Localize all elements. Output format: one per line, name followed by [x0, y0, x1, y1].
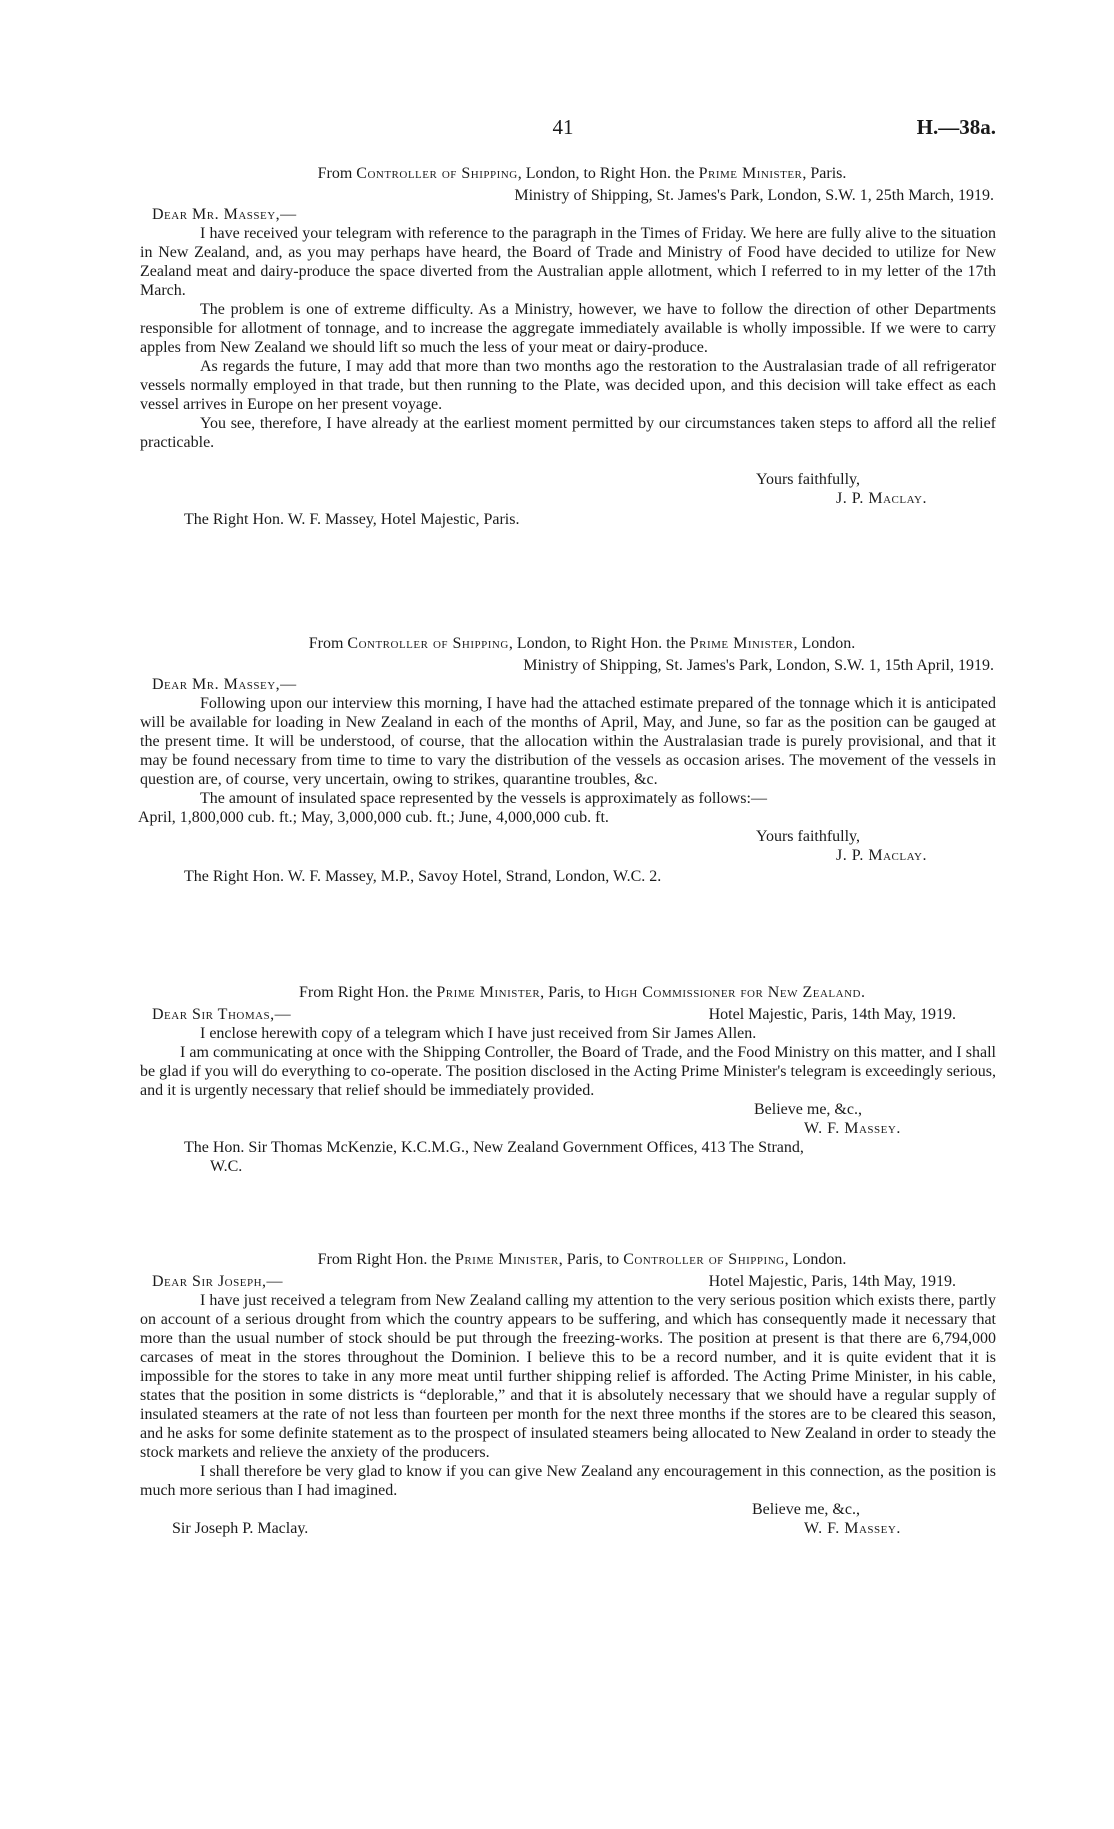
address-date: Ministry of Shipping, St. James's Park, London, S.W. 1, 15th April, 1919.: [523, 657, 994, 674]
heading-recipient: Controller of Shipping: [623, 1251, 785, 1268]
heading-text: From: [317, 165, 357, 182]
heading-text: From: [308, 635, 348, 652]
paragraph: I enclose herewith copy of a telegram which I have just received from Sir James Allen.: [200, 1025, 757, 1042]
signature: W. F. Massey.: [804, 1520, 901, 1537]
salutation-row: [138, 1005, 996, 1024]
heading-text: , London, to Right Hon. the: [508, 635, 690, 652]
salutation-row: [138, 1272, 996, 1291]
heading-text: , Paris.: [802, 165, 847, 182]
document-reference: H.—38a.: [916, 115, 996, 139]
addressee: The Right Hon. W. F. Massey, Hotel Majestic, Paris.: [184, 511, 520, 528]
address-date: Hotel Majestic, Paris, 14th May, 1919.: [708, 1006, 956, 1023]
closing: Yours faithfully,: [756, 471, 861, 488]
addressee: Sir Joseph P. Maclay.: [172, 1520, 309, 1537]
heading-recipient: Prime Minister: [698, 165, 803, 182]
heading-recipient: High Commissioner for New Zealand: [604, 984, 861, 1001]
heading-text: , London.: [784, 1251, 847, 1268]
salutation: Dear Sir Thomas,—: [152, 1006, 292, 1023]
closing: Believe me, &c.,: [754, 1101, 862, 1118]
heading-sender: Prime Minister: [454, 1251, 559, 1268]
space-figures: April, 1,800,000 cub. ft.; May, 3,000,000 cub. ft.; June, 4,000,000 cub. ft.: [138, 809, 609, 826]
heading-text: , London.: [793, 635, 856, 652]
page-header: [130, 115, 996, 144]
addressee: The Right Hon. W. F. Massey, M.P., Savoy Hotel, Strand, London, W.C. 2.: [184, 868, 662, 885]
addressee-line: W.C.: [210, 1158, 243, 1175]
address-date: Hotel Majestic, Paris, 14th May, 1919.: [708, 1273, 956, 1290]
heading-text: , Paris, to: [540, 984, 605, 1001]
heading-recipient: Prime Minister: [689, 635, 794, 652]
address-date: Ministry of Shipping, St. James's Park, London, S.W. 1, 25th March, 1919.: [514, 187, 994, 204]
letter-2: [138, 634, 996, 886]
paragraph: I shall therefore be very glad to know if you can give New Zealand any encouragement in this connection, as the position is much more serious than I had imagined.: [140, 1463, 996, 1499]
page-number: 41: [552, 115, 574, 139]
paragraph: Following upon our interview this morning, I have had the attached estimate prepared of the tonnage which it is anticipated will be available for loading in New Zealand in each of the months of April, May, and June, so far as the position can be gauged at the present time. It will be understood, of course, that the allocation within the Australasian trade is purely provisional, and that it may be found necessary from time to time to vary the distribution of the vessels as occasion arises. The movement of the vessels in question are, of course, very uncertain, owing to strikes, quarantine troubles, &c.: [140, 695, 996, 788]
heading-text: From Right Hon. the: [317, 1251, 455, 1268]
letter-3: [138, 983, 996, 1176]
paragraph: You see, therefore, I have already at the earliest moment permitted by our circumstances taken steps to afford all the relief practicable.: [140, 415, 996, 451]
salutation: Dear Mr. Massey,—: [152, 676, 297, 693]
closing: Yours faithfully,: [756, 828, 861, 845]
heading-sender: Controller of Shipping: [347, 635, 509, 652]
paragraph: I have just received a telegram from New Zealand calling my attention to the very serious position which exists there, partly on account of a serious drought from which the country appears to be suffering, and which has consequently made it necessary that more than the usual number of stock should be put through the freezing-works. The position at present is that there are 6,794,000 carcases of meat in the stores throughout the Dominion. I believe this to be a record number, and it is quite evident that it is impossible for the stores to take in any more meat until further shipping relief is afforded. The Acting Prime Minister, in his cable, states that the position in some districts is “deplorable,” and that it is absolutely necessary that we should have a regular supply of insulated steamers at the rate of not less than fourteen per month for the next three months if the stores are to be cleared this season, and he asks for some definite statement as to the prospect of insulated steamers being allocated to New Zealand in order to steady the stock markets and relieve the anxiety of the producers.: [140, 1292, 996, 1461]
letter-1: [138, 164, 996, 529]
addressee: [138, 1138, 996, 1176]
signature: W. F. Massey.: [804, 1120, 901, 1137]
letter-heading: [138, 634, 996, 653]
paragraph: The problem is one of extreme difficulty. As a Ministry, however, we have to follow the direction of other Departments responsible for allotment of tonnage, and to increase the aggregate immediately available is wholly impossible. If we were to carry apples from New Zealand we should lift so much the less of your meat or dairy-produce.: [140, 301, 996, 356]
letter-heading: [138, 1250, 996, 1269]
heading-text: .: [860, 984, 865, 1001]
signature: J. P. Maclay.: [836, 490, 927, 507]
heading-text: , Paris, to: [558, 1251, 624, 1268]
heading-text: From Right Hon. the: [299, 984, 437, 1001]
letter-heading: [138, 983, 996, 1002]
heading-text: , London, to Right Hon. the: [517, 165, 699, 182]
addressee-line: The Hon. Sir Thomas McKenzie, K.C.M.G., New Zealand Government Offices, 413 The Strand,: [184, 1139, 804, 1156]
letter-heading: [138, 164, 996, 183]
heading-sender: Controller of Shipping: [356, 165, 518, 182]
signature: J. P. Maclay.: [836, 847, 927, 864]
paragraph: I am communicating at once with the Shipping Controller, the Board of Trade, and the Food Ministry on this matter, and I shall be glad if you will do everything to co-operate. The position disclosed in the Acting Prime Minister's telegram is exceedingly serious, and it is urgently necessary that relief should be immediately provided.: [140, 1044, 996, 1099]
paragraph: I have received your telegram with reference to the paragraph in the Times of Friday. We here are fully alive to the situation in New Zealand, and, as you may perhaps have heard, the Board of Trade and Ministry of Food have decided to utilize for New Zealand meat and dairy-produce the space diverted from the Australian apple allotment, which I referred to in my letter of the 17th March.: [140, 225, 996, 299]
salutation: Dear Sir Joseph,—: [152, 1273, 284, 1290]
salutation: Dear Mr. Massey,—: [152, 206, 297, 223]
paragraph: The amount of insulated space represented by the vessels is approximately as follows:—: [200, 790, 767, 807]
letter-4: [138, 1250, 996, 1538]
closing: Believe me, &c.,: [752, 1501, 860, 1518]
signature-row: [138, 1519, 996, 1538]
paragraph: As regards the future, I may add that more than two months ago the restoration to the Australasian trade of all refrigerator vessels normally employed in that trade, but then running to the Plate, was decided upon, and this decision will take effect as each vessel arrives in Europe on her present voyage.: [140, 358, 996, 413]
heading-sender: Prime Minister: [436, 984, 541, 1001]
